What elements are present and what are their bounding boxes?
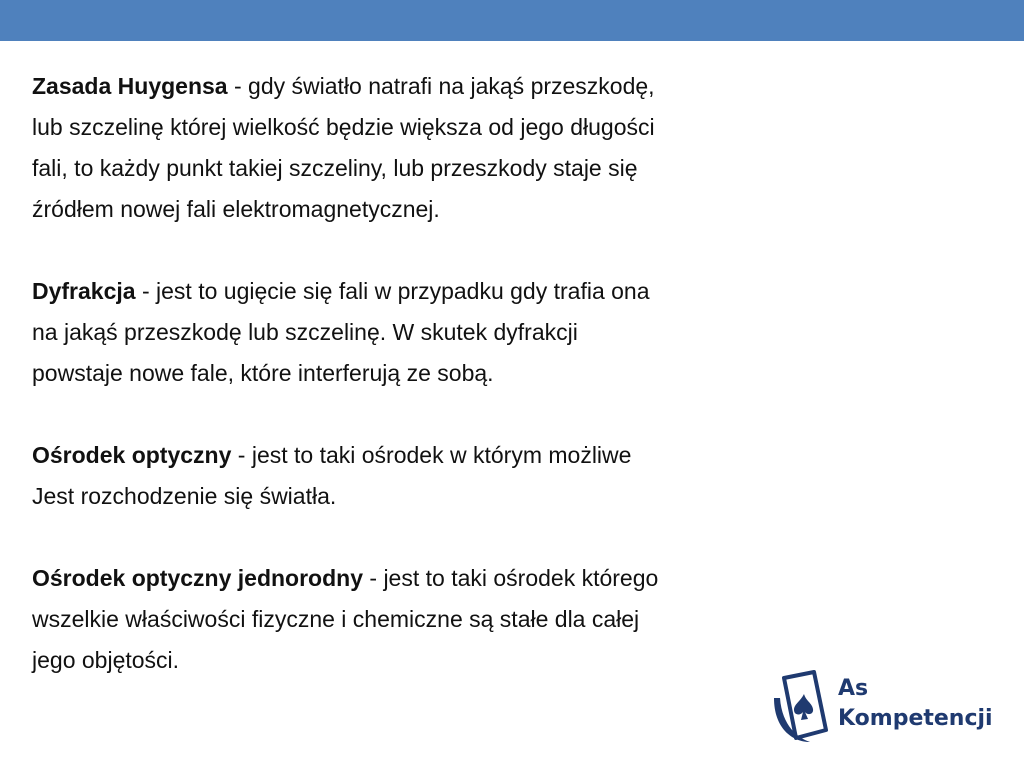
paragraph-line	[32, 271, 852, 312]
paragraph-line	[32, 66, 852, 107]
definition-start: - jest to ugięcie się fali w przypadku gdy trafia ona	[135, 278, 650, 304]
paragraph-osrodek-jednorodny	[32, 558, 852, 681]
paragraph-line: jego objętości.	[32, 647, 180, 673]
logo-line-as: As	[838, 676, 869, 701]
paragraph-line	[32, 558, 852, 599]
as-kompetencji-logo	[770, 668, 1000, 748]
top-bar	[0, 0, 1024, 41]
paragraph-line: źródłem nowej fali elektromagnetycznej.	[32, 196, 440, 222]
paragraph-line: lub szczelinę której wielkość będzie większa od jego długości	[32, 114, 655, 140]
slide-content	[32, 66, 852, 722]
paragraph-line	[32, 435, 852, 476]
paragraph-osrodek-optyczny	[32, 435, 852, 517]
paragraph-line: wszelkie właściwości fizyczne i chemiczne są stałe dla całej	[32, 606, 640, 632]
term-osrodek-jednorodny: Ośrodek optyczny jednorodny	[32, 565, 363, 591]
paragraph-huygens	[32, 66, 852, 230]
term-huygens: Zasada Huygensa	[32, 73, 228, 99]
paragraph-line: powstaje nowe fale, które interferują ze sobą.	[32, 360, 494, 386]
logo-line-kompetencji: Kompetencji	[838, 706, 993, 731]
definition-start: - gdy światło natrafi na jakąś przeszkodę,	[227, 73, 655, 99]
spade-card-icon	[770, 668, 832, 744]
definition-start: - jest to taki ośrodek w którym możliwe	[231, 442, 632, 468]
paragraph-line: na jakąś przeszkodę lub szczelinę. W skutek dyfrakcji	[32, 319, 578, 345]
paragraph-line: fali, to każdy punkt takiej szczeliny, lub przeszkody staje się	[32, 155, 638, 181]
paragraph-line: Jest rozchodzenie się światła.	[32, 483, 337, 509]
paragraph-dyfrakcja	[32, 271, 852, 394]
definition-start: - jest to taki ośrodek którego	[363, 565, 659, 591]
term-osrodek-optyczny: Ośrodek optyczny	[32, 442, 232, 468]
term-dyfrakcja: Dyfrakcja	[32, 278, 136, 304]
logo-text	[838, 674, 993, 734]
